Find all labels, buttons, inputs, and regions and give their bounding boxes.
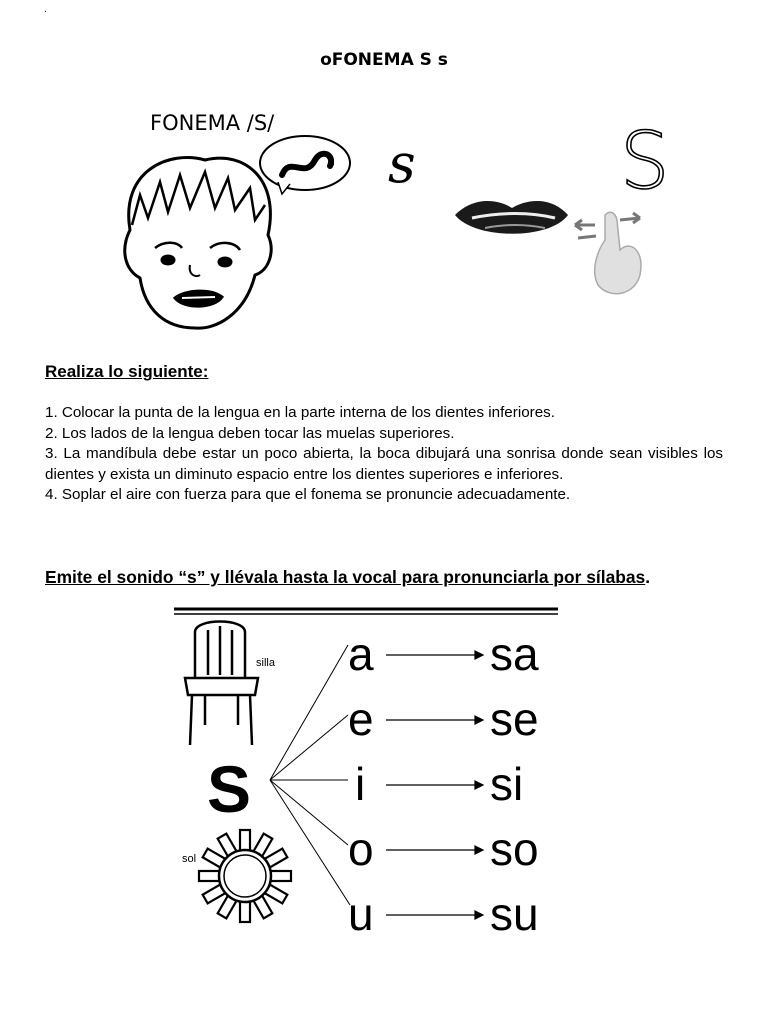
vowel-letter: a [348, 628, 374, 680]
fan-line [270, 645, 348, 780]
syllable-chart [160, 600, 580, 960]
vowel-letter: e [348, 693, 374, 745]
sun-icon [199, 830, 291, 922]
vowel-column [348, 628, 374, 940]
fonema-caption: FONEMA /S/ [150, 111, 275, 135]
section2-heading-text: Emite el sonido “s” y llévala hasta la vocal para pronunciarla por sílabas [45, 567, 646, 587]
hand-airflow-icon [575, 212, 641, 293]
fan-line [270, 780, 348, 845]
section2-heading-tail: . [645, 567, 651, 587]
syllable-text: su [490, 888, 539, 940]
vowel-letter: u [348, 888, 374, 940]
syllable-column [490, 628, 539, 940]
cursive-s-letter: s [388, 132, 416, 195]
instruction-step: 3. La mandíbula debe estar un poco abierta, la boca dibujará una sonrisa donde sean visibles los dientes y exista un diminuto espacio entre los dientes superiores e inferiores. [45, 445, 723, 483]
arrow [386, 651, 483, 659]
corner-mark: . [44, 4, 47, 15]
arrow [386, 846, 483, 854]
arrow [386, 911, 483, 919]
sun-label: sol [182, 853, 197, 865]
print-s-letter: S [620, 117, 670, 207]
phoneme-illustration [110, 100, 690, 340]
snake-speech-bubble-icon [260, 136, 350, 194]
instruction-step: 2. Los lados de la lengua deben tocar las muelas superiores. [45, 424, 455, 442]
syllable-text: so [490, 823, 539, 875]
syllable-text: si [490, 758, 524, 810]
fan-line [270, 780, 350, 905]
document-title: oFONEMA S s [320, 50, 448, 70]
vowel-letter: i [355, 758, 366, 810]
section2-heading [45, 565, 723, 589]
mouth-icon [455, 201, 568, 234]
instruction-step: 1. Colocar la punta de la lengua en la parte interna de los dientes inferiores. [45, 404, 555, 421]
arrow [386, 781, 483, 789]
arrows [386, 651, 483, 919]
fan-line [270, 715, 348, 780]
syllable-text: se [490, 693, 539, 745]
chair-label: silla [256, 657, 275, 669]
chair-icon [185, 622, 258, 746]
vowel-letter: o [348, 823, 374, 875]
boy-face-icon [125, 158, 271, 329]
section1-heading: Realiza lo siguiente: [45, 362, 209, 381]
arrow [386, 716, 483, 724]
syllable-text: sa [490, 628, 539, 680]
consonant-letter: S [207, 752, 252, 826]
instruction-step: 4. Soplar el aire con fuerza para que el fonema se pronuncie adecuadamente. [45, 486, 571, 503]
instructions-list [45, 403, 723, 506]
fan-lines [270, 645, 350, 905]
